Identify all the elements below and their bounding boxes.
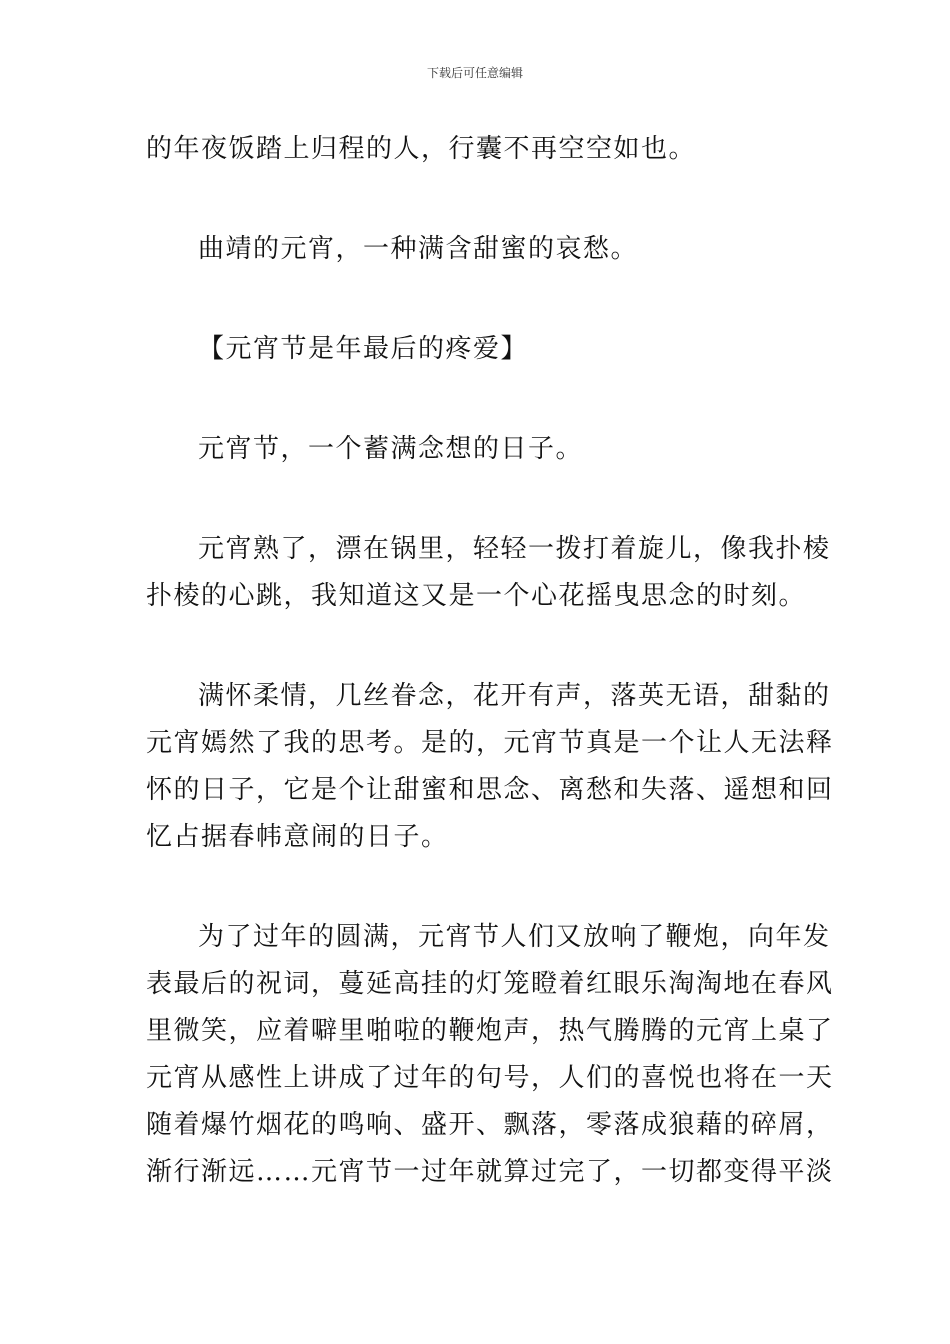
paragraph-line: 怀的日子，它是个让甜蜜和思念、离愁和失落、遥想和回 [146,775,834,805]
page-header: 下载后可任意编辑 [426,66,523,80]
paragraph-5 [146,673,834,861]
section-heading [146,326,810,373]
paragraph-line: 满怀柔情，几丝眷念，花开有声，落英无语，甜黏的 [198,681,831,711]
paragraph-2 [146,226,810,273]
paragraph-line: 随着爆竹烟花的鸣响、盛开、飘落，零落成狼藉的碎屑， [146,1110,834,1140]
paragraph-line: 元宵嫣然了我的思考。是的，元宵节真是一个让人无法释 [146,728,834,758]
paragraph-line: 【元宵节是年最后的疼爱】 [198,334,529,364]
paragraph-line: 渐行渐远……元宵节一过年就算过完了，一切都变得平淡 [146,1157,834,1187]
paragraph-line: 扑棱的心跳，我知道这又是一个心花摇曳思念的时刻。 [146,581,807,611]
paragraph-4 [146,526,831,620]
paragraph-1 [146,126,810,173]
paragraph-line: 忆占据春帏意闹的日子。 [146,822,449,852]
paragraph-6 [146,914,834,1196]
paragraph-line: 的年夜饭踏上归程的人，行囊不再空空如也。 [146,134,697,164]
paragraph-3 [146,426,810,473]
paragraph-line: 为了过年的圆满，元宵节人们又放响了鞭炮，向年发 [198,922,831,952]
document-body [146,126,834,1196]
paragraph-line: 元宵从感性上讲成了过年的句号，人们的喜悦也将在一天 [146,1063,834,1093]
paragraph-line: 元宵熟了，漂在锅里，轻轻一拨打着旋儿，像我扑棱 [198,534,831,564]
paragraph-line: 里微笑，应着噼里啪啦的鞭炮声，热气腾腾的元宵上桌了 [146,1016,834,1046]
paragraph-line: 表最后的祝词，蔓延高挂的灯笼瞪着红眼乐淘淘地在春风 [146,969,834,999]
paragraph-line: 元宵节，一个蓄满念想的日子。 [198,434,584,464]
paragraph-line: 曲靖的元宵，一种满含甜蜜的哀愁。 [198,234,639,264]
